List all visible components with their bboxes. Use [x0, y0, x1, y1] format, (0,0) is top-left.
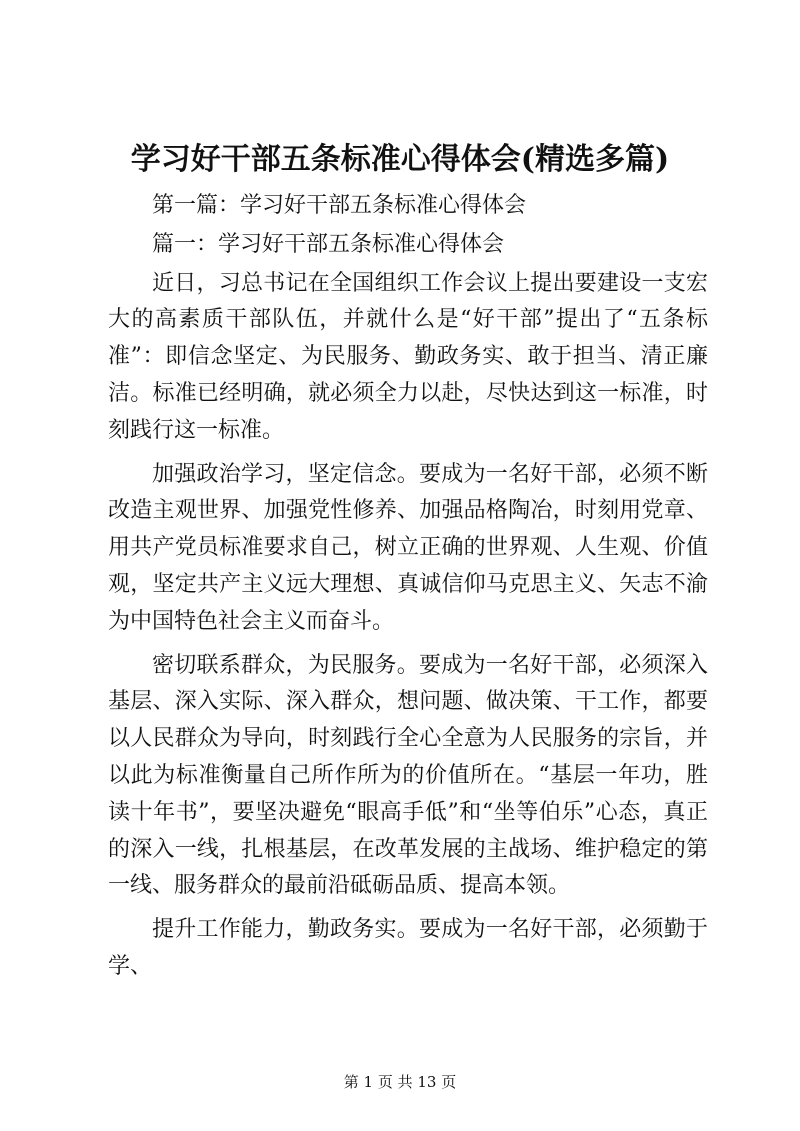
page-number-footer: 第 1 页 共 13 页	[343, 1073, 457, 1091]
body-paragraph: 加强政治学习，坚定信念。要成为一名好干部，必须不断改造主观世界、加强党性修养、加强品格陶冶，时刻用党章、用共产党员标准要求自己，树立正确的世界观、人生观、价值观，坚定共产主义远大理想、真诚信仰马克思主义、矢志不渝为中国特色社会主义而奋斗。	[108, 461, 708, 634]
body-paragraph: 提升工作能力，勤政务实。要成为一名好干部，必须勤于学、	[108, 917, 708, 979]
document-body	[108, 188, 708, 993]
body-paragraph: 近日，习总书记在全国组织工作会议上提出要建设一支宏大的高素质干部队伍，并就什么是“好干部”提出了“五条标准”：即信念坚定、为民服务、勤政务实、敢于担当、清正廉洁。标准已经明确，就必须全力以赴，尽快达到这一标准，时刻践行这一标准。	[108, 270, 708, 443]
document-title: 学习好干部五条标准心得体会(精选多篇)	[130, 142, 670, 177]
subsection-heading: 篇一：学习好干部五条标准心得体会	[152, 231, 505, 257]
body-paragraph: 密切联系群众，为民服务。要成为一名好干部，必须深入基层、深入实际、深入群众，想问题、做决策、干工作，都要以人民群众为导向，时刻践行全心全意为人民服务的宗旨，并以此为标准衡量自己所作所为的价值所在。“基层一年功，胜读十年书”，要坚决避免“眼高手低”和“坐等伯乐”心态，真正的深入一线，扎根基层，在改革发展的主战场、维护稳定的第一线、服务群众的最前沿砥砺品质、提高本领。	[108, 652, 708, 899]
section-heading: 第一篇：学习好干部五条标准心得体会	[152, 193, 527, 218]
